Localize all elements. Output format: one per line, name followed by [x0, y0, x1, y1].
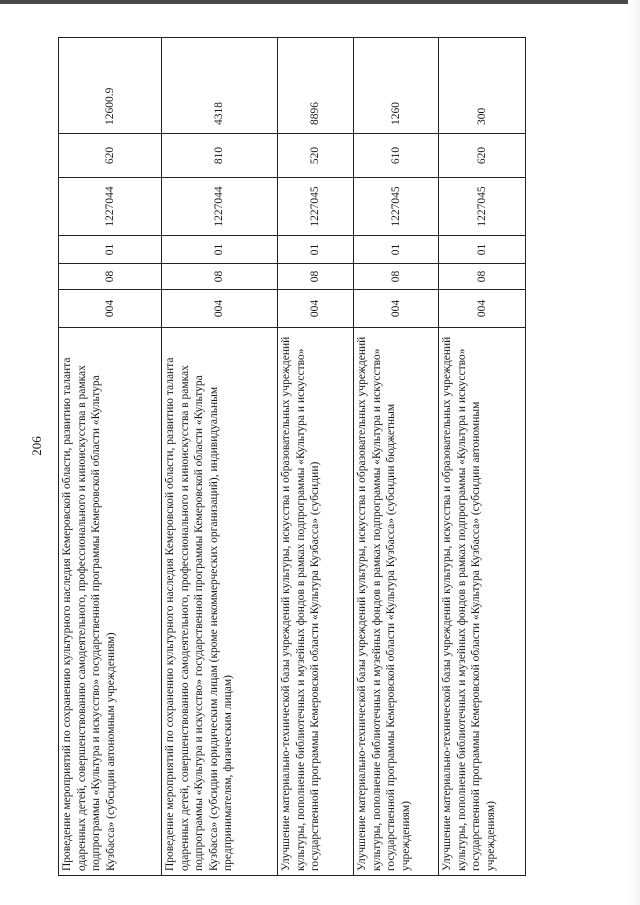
- table-rotation-wrapper: [58, 38, 525, 876]
- row-name-cell: Улучшение материально-технической базы учреждений культуры, искусства и образовательных учреждений культуры, пополнение библиотечных и музейных фондов в рамках подпрограммы «Культура и искусство» государственной программы Кемеровской области «Культура Кузбасса» (субсидии автономным учреждениям): [439, 328, 526, 876]
- amount-cell: 4318: [162, 38, 278, 134]
- budget-table: [58, 37, 526, 876]
- target-article-cell: 1227045: [354, 178, 439, 236]
- amount-cell: 1260: [354, 38, 439, 134]
- scan-top-edge: [0, 0, 640, 4]
- expense-type-cell: 620: [439, 134, 526, 178]
- subsection-code-cell: 01: [439, 236, 526, 264]
- expense-type-cell: 620: [59, 134, 162, 178]
- subsection-code-cell: 01: [59, 236, 162, 264]
- row-name-cell: Улучшение материально-технической базы учреждений культуры, искусства и образовательных учреждений культуры, пополнение библиотечных и музейных фондов в рамках подпрограммы «Культура и искусство» государственной программы Кемеровской области «Культура Кузбасса» (субсидии бюджетным учреждениям): [354, 328, 439, 876]
- amount-cell: 8896: [278, 38, 354, 134]
- amount-cell: 300: [439, 38, 526, 134]
- grbs-code-cell: 004: [59, 290, 162, 328]
- grbs-code-cell: 004: [439, 290, 526, 328]
- grbs-code-cell: 004: [278, 290, 354, 328]
- section-code-cell: 08: [59, 264, 162, 290]
- expense-type-cell: 610: [354, 134, 439, 178]
- section-code-cell: 08: [278, 264, 354, 290]
- expense-type-cell: 520: [278, 134, 354, 178]
- amount-cell: 12600.9: [59, 38, 162, 134]
- subsection-code-cell: 01: [278, 236, 354, 264]
- table-row: [59, 38, 162, 876]
- target-article-cell: 1227045: [278, 178, 354, 236]
- subsection-code-cell: 01: [354, 236, 439, 264]
- grbs-code-cell: 004: [354, 290, 439, 328]
- section-code-cell: 08: [354, 264, 439, 290]
- grbs-code-cell: 004: [162, 290, 278, 328]
- target-article-cell: 1227044: [162, 178, 278, 236]
- scan-right-margin: [628, 0, 640, 905]
- section-code-cell: 08: [439, 264, 526, 290]
- target-article-cell: 1227044: [59, 178, 162, 236]
- table-row: [278, 38, 354, 876]
- target-article-cell: 1227045: [439, 178, 526, 236]
- row-name-cell: Проведение мероприятий по сохранению культурного наследия Кемеровской области, развитию таланта одаренных детей, совершенствованию самодеятельного, профессионального и киноискусства в рамках подпрограммы «Культура и искусство» государственной программы Кемеровской области «Культура Кузбасса» (субсидии автономным учреждениям): [59, 328, 162, 876]
- table-row: [439, 38, 526, 876]
- section-code-cell: 08: [162, 264, 278, 290]
- subsection-code-cell: 01: [162, 236, 278, 264]
- table-row: [162, 38, 278, 876]
- table-row: [354, 38, 439, 876]
- row-name-cell: Проведение мероприятий по сохранению культурного наследия Кемеровской области, развитию таланта одаренных детей, совершенствованию самодеятельного, профессионального и киноискусства в рамках подпрограммы «Культура и искусство» государственной программы Кемеровской области «Культура Кузбасса» (субсидии юридическим лицам (кроме некоммерческих организаций), индивидуальным предпринимателям, физическим лицам): [162, 328, 278, 876]
- expense-type-cell: 810: [162, 134, 278, 178]
- row-name-cell: Улучшение материально-технической базы учреждений культуры, искусства и образовательных учреждений культуры, пополнение библиотечных и музейных фондов в рамках подпрограммы «Культура и искусство» государственной программы Кемеровской области «Культура Кузбасса» (субсидии): [278, 328, 354, 876]
- page-number: 206: [29, 436, 44, 456]
